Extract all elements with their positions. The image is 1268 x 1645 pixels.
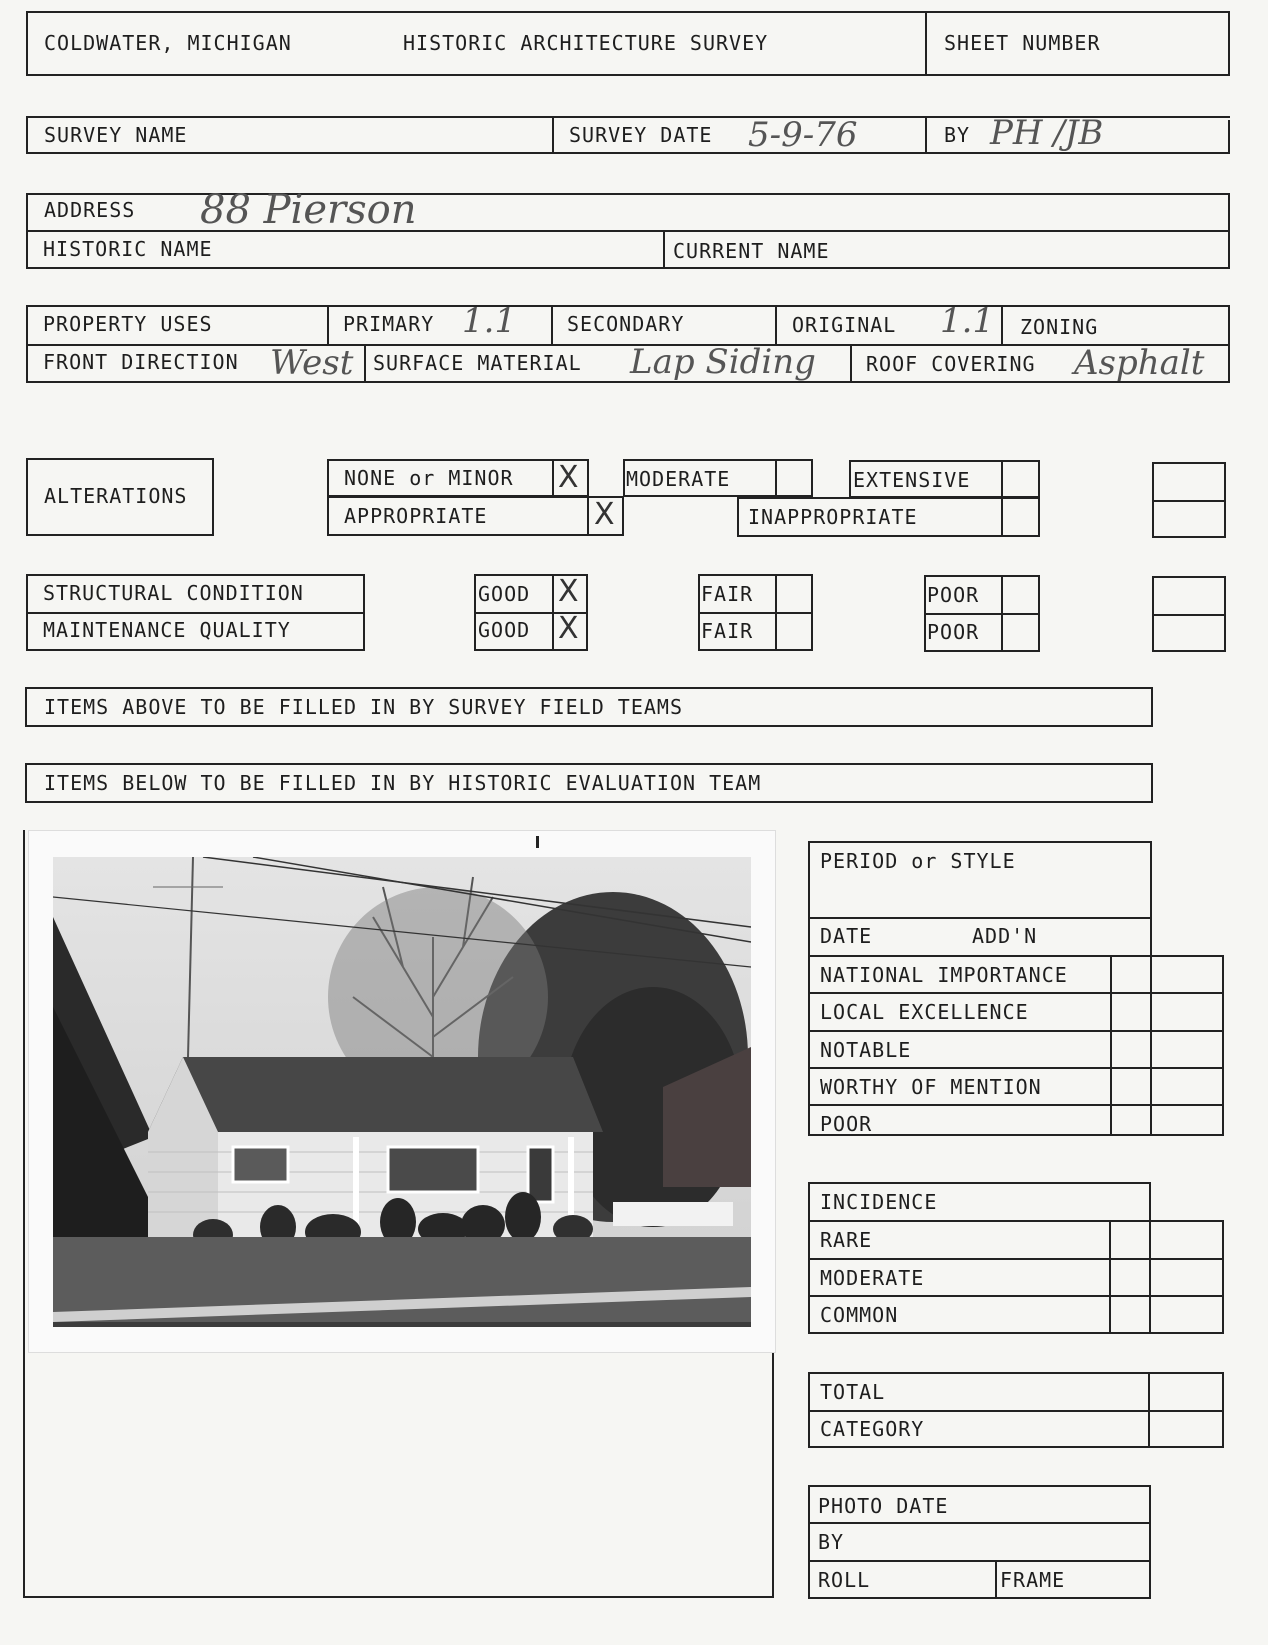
poor-divider: [924, 613, 1040, 615]
photo-by-label: BY: [818, 1530, 845, 1554]
alt-appropriate-mark: X: [594, 497, 615, 532]
zoning-label: ZONING: [1020, 315, 1099, 339]
address-label: ADDRESS: [44, 198, 136, 222]
sheet-number-label: SHEET NUMBER: [944, 31, 1101, 55]
alt-inappropriate-label: INAPPROPRIATE: [748, 505, 918, 529]
eval-line-5: [808, 1067, 1224, 1069]
category-label: CATEGORY: [820, 1417, 925, 1441]
primary-value: 1.1: [462, 301, 517, 341]
photo-date-label: PHOTO DATE: [818, 1494, 949, 1518]
alt-moderate-divider: [775, 459, 777, 497]
eval-line-6: [808, 1104, 1224, 1106]
inc-line-2: [808, 1258, 1224, 1260]
original-label: ORIGINAL: [792, 313, 897, 337]
roof-covering-value: Asphalt: [1074, 343, 1205, 383]
alt-appropriate-divider: [587, 496, 589, 536]
primary-label: PRIMARY: [343, 312, 435, 336]
note-below: ITEMS BELOW TO BE FILLED IN BY HISTORIC EVALUATION TEAM: [44, 771, 762, 795]
inc-line-1: [808, 1220, 1224, 1222]
notable-label: NOTABLE: [820, 1038, 912, 1062]
front-direction-value: West: [270, 343, 354, 383]
photo-info-line-1: [808, 1522, 1151, 1524]
header-divider: [925, 11, 927, 76]
survey-by-value: PH /JB: [990, 113, 1104, 153]
poor-col: [1001, 575, 1003, 652]
eval-score-right: [1222, 955, 1224, 1136]
condition-score-divider: [1152, 614, 1226, 616]
eval-score-col: [1110, 955, 1112, 1136]
survey-divider-2: [925, 116, 927, 154]
address-value: 88 Pierson: [200, 187, 417, 233]
good-col: [552, 574, 554, 651]
alt-moderate-label: MODERATE: [626, 467, 731, 491]
incidence-label: INCIDENCE: [820, 1190, 938, 1214]
date-label: DATE: [820, 924, 873, 948]
survey-name-label: SURVEY NAME: [44, 123, 188, 147]
uses-div-1: [327, 305, 329, 344]
common-label: COMMON: [820, 1303, 899, 1327]
name-divider: [663, 230, 665, 269]
lower-frame-bottom: [23, 1596, 773, 1598]
roof-covering-label: ROOF COVERING: [866, 352, 1036, 376]
maintenance-good-label: GOOD: [478, 618, 531, 642]
survey-date-value: 5-9-76: [748, 115, 858, 155]
inc-score-bottom: [1109, 1332, 1224, 1334]
fair-divider: [698, 612, 813, 614]
incidence-moderate-label: MODERATE: [820, 1266, 925, 1290]
structural-condition-label: STRUCTURAL CONDITION: [43, 581, 304, 605]
condition-divider: [26, 612, 365, 614]
roll-label: ROLL: [818, 1568, 871, 1592]
historic-name-label: HISTORIC NAME: [43, 237, 213, 261]
house-photo-mount: [28, 830, 776, 1353]
header-title: HISTORIC ARCHITECTURE SURVEY: [403, 31, 769, 55]
photo-tick: [536, 836, 539, 848]
maintenance-good-mark: X: [558, 611, 579, 646]
eval-line-1: [808, 917, 1152, 919]
fair-col: [775, 574, 777, 651]
period-style-label: PERIOD or STYLE: [820, 849, 1016, 873]
alt-score-divider: [1152, 500, 1226, 502]
rare-label: RARE: [820, 1228, 873, 1252]
maintenance-poor-label: POOR: [927, 620, 980, 644]
eval-score-bottom: [1110, 1134, 1224, 1136]
structural-good-label: GOOD: [478, 582, 531, 606]
total-label: TOTAL: [820, 1380, 886, 1404]
national-importance-label: NATIONAL IMPORTANCE: [820, 963, 1068, 987]
eval-line-4: [808, 1030, 1224, 1032]
survey-date-label: SURVEY DATE: [569, 123, 713, 147]
structural-good-mark: X: [558, 574, 579, 609]
alt-none-minor-label: NONE or MINOR: [344, 466, 514, 490]
inc-score-col: [1109, 1220, 1111, 1334]
house-photo: [53, 857, 751, 1327]
addn-label: ADD'N: [972, 924, 1038, 948]
alt-appropriate-label: APPROPRIATE: [344, 504, 488, 528]
uses-div-6: [850, 344, 852, 383]
uses-divider: [26, 344, 1230, 346]
worthy-label: WORTHY OF MENTION: [820, 1075, 1042, 1099]
original-value: 1.1: [940, 301, 995, 341]
local-excellence-label: LOCAL EXCELLENCE: [820, 1000, 1029, 1024]
roll-frame-divider: [995, 1560, 997, 1599]
survey-by-label: BY: [944, 123, 971, 147]
alterations-label: ALTERATIONS: [44, 484, 188, 508]
survey-divider-1: [552, 116, 554, 154]
uses-div-4: [1001, 305, 1003, 344]
frame-label: FRAME: [1000, 1568, 1066, 1592]
totals-divider: [808, 1410, 1224, 1412]
eval-poor-label: POOR: [820, 1112, 873, 1136]
header-city: COLDWATER, MICHIGAN: [44, 31, 292, 55]
maintenance-quality-label: MAINTENANCE QUALITY: [43, 618, 291, 642]
structural-fair-label: FAIR: [701, 582, 754, 606]
inc-line-3: [808, 1295, 1224, 1297]
property-uses-label: PROPERTY USES: [43, 312, 213, 336]
uses-div-3: [775, 305, 777, 344]
alt-extensive-label: EXTENSIVE: [853, 468, 971, 492]
survey-divider-end: [1228, 120, 1230, 154]
uses-div-2: [551, 305, 553, 344]
front-direction-label: FRONT DIRECTION: [43, 350, 239, 374]
maintenance-fair-label: FAIR: [701, 619, 754, 643]
photo-info-line-2: [808, 1560, 1151, 1562]
totals-col: [1148, 1372, 1150, 1448]
surface-material-label: SURFACE MATERIAL: [373, 351, 582, 375]
secondary-label: SECONDARY: [567, 312, 685, 336]
lower-frame-left: [23, 830, 25, 1597]
note-above: ITEMS ABOVE TO BE FILLED IN BY SURVEY FIELD TEAMS: [44, 695, 684, 719]
eval-line-3: [808, 992, 1224, 994]
surface-material-value: Lap Siding: [630, 342, 816, 382]
uses-div-5: [364, 344, 366, 383]
eval-line-2: [808, 955, 1224, 957]
inc-score-right: [1222, 1220, 1224, 1334]
structural-poor-label: POOR: [927, 583, 980, 607]
alt-none-divider: [552, 459, 554, 497]
alt-none-minor-mark: X: [558, 460, 579, 495]
current-name-label: CURRENT NAME: [673, 239, 830, 263]
